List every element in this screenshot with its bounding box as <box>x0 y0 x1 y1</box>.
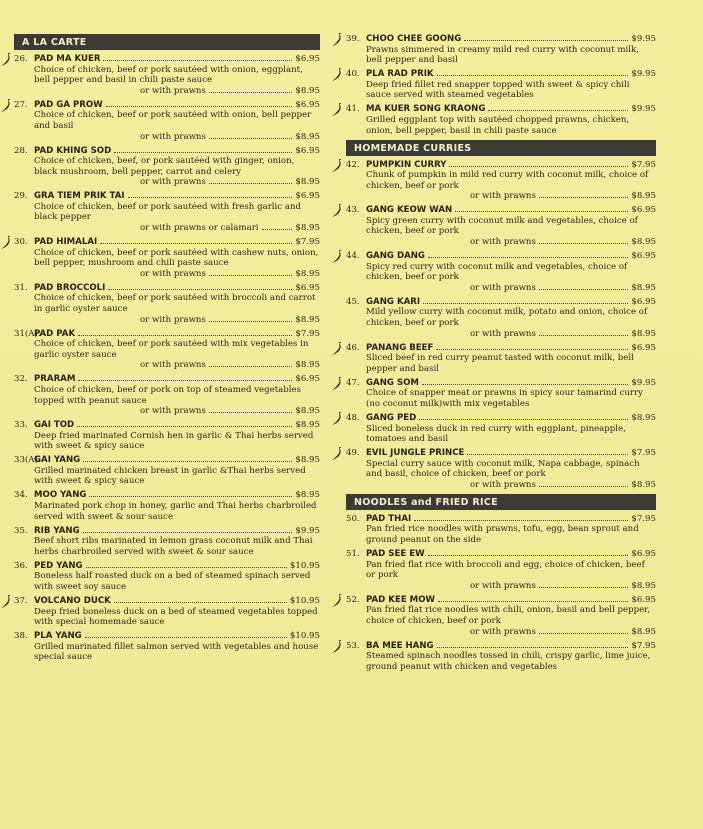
alt-option <box>14 223 320 234</box>
item-name: PAD GA PROW <box>34 99 103 110</box>
left-column <box>14 34 320 666</box>
alt-price: $8.95 <box>295 268 320 279</box>
alt-option <box>346 581 656 592</box>
menu-item-header <box>14 191 320 202</box>
dot-leader <box>539 633 629 634</box>
dot-leader <box>209 412 293 413</box>
item-price: $7.95 <box>631 640 656 651</box>
alt-price: $8.95 <box>295 223 320 234</box>
alt-option <box>346 329 656 340</box>
item-price: $7.95 <box>295 328 320 339</box>
item-price: $7.95 <box>631 513 656 524</box>
alt-option <box>14 406 320 417</box>
item-description: Boneless half roasted duck on a bed of steamed spinach served with sweet soy sauce <box>34 571 311 592</box>
dot-leader <box>428 257 628 258</box>
alt-label: or with prawns <box>470 282 536 293</box>
item-name: EVIL JUNGLE PRINCE <box>366 448 465 459</box>
menu-item <box>14 237 320 279</box>
alt-price: $8.95 <box>631 191 656 202</box>
chili-pepper-icon <box>331 68 343 82</box>
alt-option <box>346 191 656 202</box>
dot-leader <box>437 647 629 648</box>
menu-item-header <box>14 329 320 340</box>
menu-item <box>346 205 656 247</box>
alt-price: $8.95 <box>631 580 656 591</box>
item-number: 39. <box>346 34 360 44</box>
alt-price: $8.95 <box>631 626 656 637</box>
item-number: 50. <box>346 513 360 524</box>
item-number: 36. <box>14 560 28 571</box>
item-description: Choice of chicken, beef or pork sautéed with onion, bell pepper and basil <box>34 110 312 131</box>
menu-item <box>346 448 656 490</box>
menu-item-header <box>346 413 656 424</box>
menu-item <box>346 343 656 375</box>
item-description: Beef short ribs marinated in lemon grass coconut milk and Thai herbs charbroiled served with sweet & sour sauce <box>34 536 313 557</box>
dot-leader <box>100 243 292 244</box>
item-price: $6.95 <box>631 205 656 216</box>
item-name: PUMPKIN CURRY <box>366 159 447 170</box>
menu-item <box>14 631 320 663</box>
menu-item <box>14 490 320 522</box>
item-description: Choice of snapper meat or prawns in spicy sour tamarind curry (no coconut milk)with mix vegetables <box>366 388 643 409</box>
menu-item <box>346 641 656 673</box>
menu-item-header <box>346 343 656 354</box>
section-header-a-la-carte: A LA CARTE <box>14 34 320 50</box>
item-name: MA KUER SONG KRAONG <box>366 104 486 115</box>
item-price: $6.95 <box>295 99 320 110</box>
dot-leader <box>86 567 287 568</box>
menu-item-header <box>346 160 656 171</box>
dot-leader <box>539 197 629 198</box>
menu-item-header <box>14 631 320 642</box>
chili-pepper-icon <box>331 342 343 356</box>
item-number: 49. <box>346 448 360 459</box>
chili-pepper-icon <box>331 412 343 426</box>
alt-label: or with prawns <box>140 268 206 279</box>
item-number: 32. <box>14 374 28 385</box>
menu-item <box>14 526 320 558</box>
item-description: Grilled marinated chicken breast in garlic &Thai herbs served with sweet & spicy sauce <box>34 465 306 487</box>
menu-item-header <box>346 251 656 262</box>
alt-price: $8.95 <box>631 282 656 293</box>
item-name: GANG PED <box>366 412 417 423</box>
item-name: PAD KHING SOD <box>34 145 112 156</box>
item-name: PLA RAD PRIK <box>366 69 434 80</box>
item-name: PRARAM <box>34 374 76 385</box>
alt-price: $8.95 <box>295 177 320 188</box>
item-price: $7.95 <box>631 159 656 170</box>
alt-label: or with prawns <box>140 131 206 142</box>
alt-option <box>14 177 320 188</box>
specials-list <box>346 34 656 136</box>
item-name: PAD MA KUER <box>34 54 101 64</box>
curries-list <box>346 160 656 491</box>
menu-item <box>14 283 320 325</box>
dot-leader <box>539 335 629 336</box>
dot-leader <box>423 303 628 304</box>
alt-price: $8.95 <box>295 314 320 325</box>
item-number: 33(A). <box>14 455 41 466</box>
menu-item <box>346 34 656 66</box>
item-price: $8.95 <box>295 490 320 501</box>
dot-leader <box>209 92 293 93</box>
a-la-carte-list <box>14 54 320 663</box>
item-description: Pan fried rice noodles with prawns, tofu, egg, bean sprout and ground peanut on the side <box>366 524 639 546</box>
alt-label: or with prawns <box>470 580 536 591</box>
dot-leader <box>85 637 287 638</box>
alt-price: $8.95 <box>631 328 656 339</box>
item-description: Choice of chicken, beef or pork on top of steamed vegetables topped with peanut sauce <box>34 384 302 406</box>
item-number: 33. <box>14 420 28 431</box>
dot-leader <box>209 366 293 367</box>
alt-option <box>14 360 320 371</box>
item-description: Steamed spinach noodles tossed in chili, crispy garlic, lime juice, ground peanut with chicken and vegetables <box>366 651 651 672</box>
menu-item-header <box>14 283 320 294</box>
item-price: $6.95 <box>295 374 320 385</box>
menu-item <box>14 561 320 593</box>
item-price: $6.95 <box>295 145 320 156</box>
dot-leader <box>438 601 628 602</box>
dot-leader <box>428 555 629 556</box>
item-price: $6.95 <box>295 191 320 202</box>
alt-option <box>346 627 656 638</box>
item-price: $6.95 <box>631 549 656 560</box>
item-price: $7.95 <box>631 448 656 459</box>
item-price: $7.95 <box>295 237 320 248</box>
alt-price: $8.95 <box>631 479 656 490</box>
item-price: $9.95 <box>631 104 656 115</box>
menu-item-header <box>346 595 656 606</box>
menu-item-header <box>346 104 656 115</box>
right-column <box>346 34 656 676</box>
item-description: Sliced beef in red curry peanut tasted with coconut milk, bell pepper and basil <box>366 353 634 374</box>
item-description: Deep fried fillet red snapper topped with sweet & spicy chili sauce served with steamed vegetables <box>366 79 630 101</box>
alt-option <box>346 480 656 491</box>
alt-price: $8.95 <box>295 406 320 417</box>
item-price: $6.95 <box>631 251 656 262</box>
menu-item-header <box>346 205 656 216</box>
section-header-homemade-curries: HOMEMADE CURRIES <box>346 140 656 156</box>
chili-pepper-icon <box>331 204 343 218</box>
alt-label: or with prawns <box>470 479 536 490</box>
item-name: PAD THAI <box>366 513 412 524</box>
item-description: Spicy green curry with coconut milk and vegetables, choice of chicken, beef or pork <box>366 215 638 237</box>
item-description: Prawns simmered in creamy mild red curry with coconut milk, bell pepper and basil <box>366 44 639 66</box>
menu-item-header <box>14 596 320 607</box>
alt-label: or with prawns <box>140 177 206 188</box>
menu-item-header <box>14 526 320 537</box>
item-description: Deep fried boneless duck on a bed of steamed vegetables topped with special homemade sauce <box>34 606 318 628</box>
item-name: PAD KEE MOW <box>366 594 436 605</box>
item-description: Choice of chicken, beef or pork sautéed with broccoli and carrot in garlic oyster sauce <box>34 293 316 315</box>
dot-leader <box>488 110 628 111</box>
item-description: Choice of chicken, beef, or pork sautéed with ginger, onion, black mushroom, bell pepper, carrot and celery <box>34 156 295 177</box>
menu-item <box>346 413 656 445</box>
alt-option <box>346 237 656 248</box>
menu-item <box>346 160 656 202</box>
menu-item <box>14 54 320 96</box>
item-price: $10.95 <box>289 560 320 571</box>
item-description: Choice of chicken, beef or pork sautéed with mix vegetables in garlic oyster sauce <box>34 339 309 360</box>
item-number: 52. <box>346 594 360 605</box>
item-price: $6.95 <box>295 54 320 64</box>
item-name: GANG KEOW WAN <box>366 205 453 216</box>
alt-label: or with prawns <box>470 191 536 202</box>
dot-leader <box>128 197 293 198</box>
dot-leader <box>419 419 628 420</box>
item-name: GANG SOM <box>366 377 419 388</box>
alt-label: or with prawns <box>470 626 536 637</box>
menu-item-header <box>14 374 320 385</box>
alt-option <box>14 132 320 143</box>
menu-item <box>14 455 320 487</box>
item-name: PAD BROCCOLI <box>34 282 106 293</box>
item-number: 45. <box>346 296 360 307</box>
chili-pepper-icon <box>331 640 343 654</box>
alt-option <box>14 315 320 326</box>
alt-label: or with prawns <box>140 85 206 96</box>
menu-item <box>14 374 320 416</box>
item-name: GANG DANG <box>366 251 425 262</box>
item-description: Chunk of pumpkin in mild red curry with coconut milk, choice of chicken, beef or pork <box>366 170 649 191</box>
item-number: 35. <box>14 525 28 536</box>
alt-option <box>346 283 656 294</box>
dot-leader <box>449 166 628 167</box>
chili-pepper-icon <box>331 447 343 461</box>
item-number: 37. <box>14 595 28 606</box>
item-number: 26. <box>14 54 28 64</box>
item-name: BA MEE HANG <box>366 640 434 651</box>
item-name: GAI YANG <box>34 455 81 466</box>
menu-item <box>14 146 320 188</box>
dot-leader <box>539 587 629 588</box>
item-price: $9.95 <box>631 69 656 80</box>
menu-item <box>346 549 656 591</box>
dot-leader <box>77 426 292 427</box>
dot-leader <box>209 321 293 322</box>
menu-item-header <box>346 549 656 560</box>
item-description: Special curry sauce with coconut milk, Napa cabbage, spinach and basil, choice of chicken, beef or pork <box>366 458 640 480</box>
alt-label: or with prawns <box>140 360 206 371</box>
item-price: $10.95 <box>289 595 320 606</box>
item-number: 41. <box>346 104 360 115</box>
dot-leader <box>83 532 293 533</box>
item-name: MOO YANG <box>34 490 87 501</box>
menu-item-header <box>14 146 320 157</box>
dot-leader <box>262 229 293 230</box>
dot-leader <box>539 486 629 487</box>
menu-item-header <box>14 237 320 248</box>
dot-leader <box>78 380 292 381</box>
menu-item <box>346 251 656 293</box>
dot-leader <box>103 60 292 61</box>
chili-pepper-icon <box>0 595 12 609</box>
item-name: PANANG BEEF <box>366 342 434 353</box>
item-price: $6.95 <box>631 594 656 605</box>
item-number: 34. <box>14 490 28 501</box>
dot-leader <box>78 335 292 336</box>
menu-item-header <box>346 69 656 80</box>
item-name: PED YANG <box>34 560 83 571</box>
item-description: Sliced boneless duck in red curry with eggplant, pineapple, tomatoes and basil <box>366 423 626 445</box>
alt-label: or with prawns <box>140 406 206 417</box>
item-price: $8.95 <box>295 420 320 431</box>
item-price: $9.95 <box>295 525 320 536</box>
chili-pepper-icon <box>331 250 343 264</box>
dot-leader <box>467 454 628 455</box>
item-number: 43. <box>346 205 360 216</box>
menu-item-header <box>346 297 656 308</box>
item-description: Pan fried flat rice with broccoli and egg, choice of chicken, beef or pork <box>366 559 645 581</box>
dot-leader <box>437 75 629 76</box>
dot-leader <box>209 138 293 139</box>
item-description: Choice of chicken, beef or pork sautéed with fresh garlic and black pepper <box>34 201 302 223</box>
chili-pepper-icon <box>331 594 343 608</box>
menu-item <box>14 329 320 371</box>
item-description: Choice of chicken, beef or pork sautéed with onion, eggplant, bell pepper and basil in chili paste sauce <box>34 64 303 86</box>
item-description: Spicy red curry with coconut milk and vegetables, choice of chicken, beef or pork <box>366 261 628 283</box>
dot-leader <box>114 152 292 153</box>
chili-pepper-icon <box>0 99 12 113</box>
dot-leader <box>209 275 293 276</box>
chili-pepper-icon <box>331 159 343 173</box>
item-price: $9.95 <box>631 377 656 388</box>
menu-item-header <box>14 54 320 65</box>
chili-pepper-icon <box>331 33 343 47</box>
alt-label: or with prawns <box>470 328 536 339</box>
item-name: PAD PAK <box>34 328 76 339</box>
item-number: 47. <box>346 377 360 388</box>
item-number: 51. <box>346 549 360 560</box>
alt-price: $8.95 <box>631 237 656 248</box>
dot-leader <box>114 602 287 603</box>
menu-item-header <box>14 100 320 111</box>
alt-option <box>14 269 320 280</box>
menu-item-header <box>346 641 656 652</box>
item-number: 30. <box>14 237 28 248</box>
item-description: Grilled eggplant top with sautéed chopped prawns, chicken, onion, bell pepper, basil in chili paste sauce <box>366 114 630 136</box>
dot-leader <box>108 289 292 290</box>
item-number: 38. <box>14 631 28 642</box>
item-price: $6.95 <box>631 342 656 353</box>
item-name: GANG KARI <box>366 296 421 307</box>
menu-item <box>346 69 656 101</box>
item-price: $10.95 <box>289 631 320 642</box>
menu-item-header <box>346 378 656 389</box>
chili-pepper-icon <box>331 103 343 117</box>
item-price: $8.95 <box>631 412 656 423</box>
alt-label: or with prawns or calamari <box>140 223 259 234</box>
chili-pepper-icon <box>0 53 12 67</box>
item-number: 44. <box>346 251 360 262</box>
item-name: RIB YANG <box>34 525 80 536</box>
item-price: $6.95 <box>631 296 656 307</box>
menu-item-header <box>346 448 656 459</box>
dot-leader <box>436 349 628 350</box>
item-number: 53. <box>346 640 360 651</box>
item-number: 48. <box>346 412 360 423</box>
menu-item-header <box>14 420 320 431</box>
menu-item-header <box>346 514 656 525</box>
item-description: Grilled marinated fillet salmon served with vegetables and house special sauce <box>34 641 319 663</box>
menu-item <box>14 420 320 452</box>
menu-item <box>14 191 320 233</box>
dot-leader <box>422 384 628 385</box>
dot-leader <box>539 243 629 244</box>
item-description: Choice of chicken, beef or pork sautéed with cashew nuts, onion, bell pepper, mushroom and chili paste sauce <box>34 247 319 269</box>
menu-item <box>14 596 320 628</box>
item-number: 28. <box>14 145 28 156</box>
dot-leader <box>414 520 628 521</box>
dot-leader <box>83 461 292 462</box>
item-description: Pan fried flat rice noodles with chili, onion, basil and bell pepper, choice of chicken, beef or pork <box>366 605 651 626</box>
dot-leader <box>89 496 292 497</box>
menu-item <box>346 297 656 339</box>
menu-item-header <box>14 490 320 501</box>
item-price: $9.95 <box>631 34 656 44</box>
menu-item <box>14 100 320 142</box>
dot-leader <box>106 106 293 107</box>
item-name: PAD HIMALAI <box>34 237 98 248</box>
item-number: 27. <box>14 99 28 110</box>
item-name: GRA TIEM PRIK TAI <box>34 191 125 202</box>
item-price: $8.95 <box>295 455 320 466</box>
item-number: 29. <box>14 191 28 202</box>
menu-item <box>346 104 656 136</box>
item-number: 42. <box>346 159 360 170</box>
dot-leader <box>209 183 293 184</box>
dot-leader <box>464 40 628 41</box>
alt-price: $8.95 <box>295 85 320 96</box>
chili-pepper-icon <box>331 377 343 391</box>
item-name: VOLCANO DUCK <box>34 595 111 606</box>
menu-item-header <box>346 34 656 45</box>
alt-price: $8.95 <box>295 360 320 371</box>
menu-item <box>346 378 656 410</box>
item-name: GAI TOD <box>34 420 75 431</box>
menu-item-header <box>14 455 320 466</box>
alt-option <box>14 86 320 97</box>
dot-leader <box>455 211 628 212</box>
item-name: PAD SEE EW <box>366 549 425 560</box>
dot-leader <box>539 289 629 290</box>
item-name: CHOO CHEE GOONG <box>366 34 462 44</box>
menu-item <box>346 514 656 546</box>
alt-label: or with prawns <box>140 314 206 325</box>
item-description: Mild yellow curry with coconut milk, potato and onion, choice of chicken, beef or pork <box>366 307 648 328</box>
item-number: 40. <box>346 69 360 80</box>
item-number: 31(A). <box>14 328 41 339</box>
item-number: 46. <box>346 342 360 353</box>
item-number: 31. <box>14 282 28 293</box>
noodles-list <box>346 514 656 672</box>
item-name: PLA YANG <box>34 631 82 642</box>
menu-item <box>346 595 656 637</box>
item-price: $6.95 <box>295 282 320 293</box>
alt-price: $8.95 <box>295 131 320 142</box>
item-description: Deep fried marinated Cornish hen in garlic & Thai herbs served with sweet & spicy sauce <box>34 430 314 452</box>
section-header-noodles: NOODLES and FRIED RICE <box>346 494 656 510</box>
item-description: Marinated pork chop in honey, garlic and Thai herbs charbroiled served with sweet & sour sauce <box>34 501 317 522</box>
menu-item-header <box>14 561 320 572</box>
alt-label: or with prawns <box>470 237 536 248</box>
chili-pepper-icon <box>0 236 12 250</box>
